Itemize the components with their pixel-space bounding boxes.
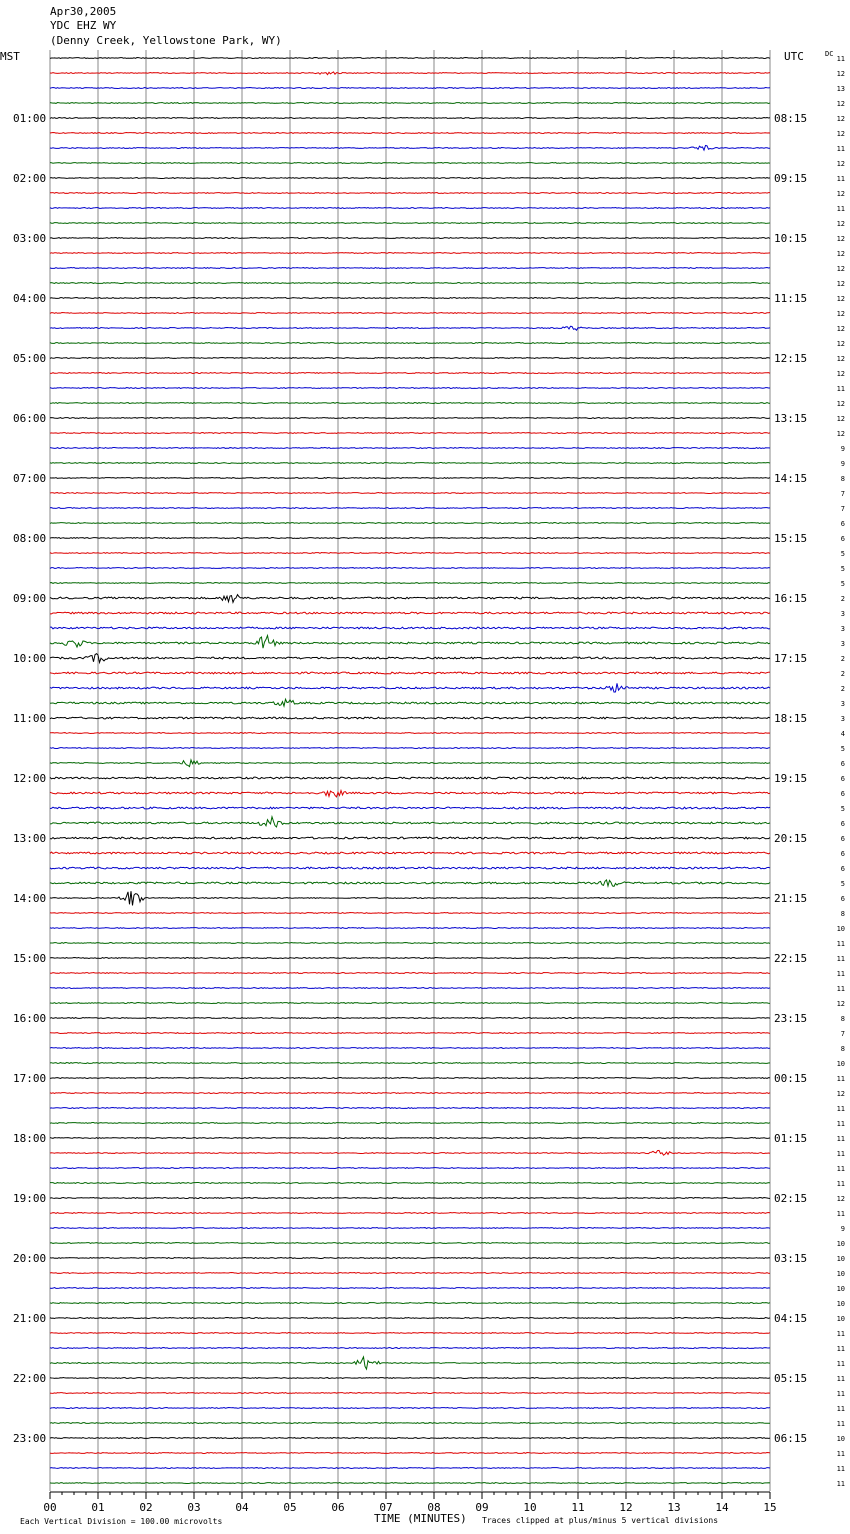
trace-line-75 bbox=[50, 1183, 770, 1184]
mst-label-20: 21:00 bbox=[13, 1312, 47, 1325]
dc-value-48: 6 bbox=[840, 775, 845, 783]
trace-line-61 bbox=[50, 973, 770, 974]
dc-value-65: 7 bbox=[840, 1030, 845, 1038]
mst-label-17: 18:00 bbox=[13, 1132, 47, 1145]
trace-line-86 bbox=[50, 1348, 770, 1349]
dc-value-93: 11 bbox=[836, 1450, 845, 1458]
trace-line-16 bbox=[50, 298, 770, 299]
utc-label-18: 02:15 bbox=[774, 1192, 808, 1205]
x-tick-label-8: 08 bbox=[427, 1501, 441, 1514]
dc-value-39: 3 bbox=[840, 640, 845, 648]
trace-line-45 bbox=[50, 733, 770, 734]
dc-value-38: 3 bbox=[840, 625, 845, 633]
dc-value-91: 11 bbox=[836, 1420, 845, 1428]
trace-line-63 bbox=[50, 1003, 770, 1004]
trace-line-7 bbox=[50, 163, 770, 164]
dc-value-17: 12 bbox=[836, 310, 845, 318]
trace-line-39 bbox=[50, 636, 770, 649]
utc-label-1: 09:15 bbox=[774, 172, 808, 185]
trace-line-30 bbox=[50, 508, 770, 509]
utc-label-3: 11:15 bbox=[774, 292, 808, 305]
trace-line-29 bbox=[50, 493, 770, 494]
mst-label-11: 12:00 bbox=[13, 772, 47, 785]
dc-value-57: 8 bbox=[840, 910, 845, 918]
dc-value-30: 7 bbox=[840, 505, 845, 513]
x-tick-label-2: 02 bbox=[139, 1501, 153, 1514]
x-tick-label-0: 00 bbox=[43, 1501, 57, 1514]
trace-line-51 bbox=[50, 817, 770, 827]
trace-line-17 bbox=[50, 313, 770, 314]
station-location: (Denny Creek, Yellowstone Park, WY) bbox=[50, 34, 282, 47]
left-axis-title: MST bbox=[0, 50, 20, 63]
trace-line-5 bbox=[50, 133, 770, 134]
dc-value-94: 11 bbox=[836, 1465, 845, 1473]
dc-value-72: 11 bbox=[836, 1135, 845, 1143]
mst-label-18: 19:00 bbox=[13, 1192, 47, 1205]
dc-value-63: 12 bbox=[836, 1000, 845, 1008]
utc-label-21: 05:15 bbox=[774, 1372, 808, 1385]
trace-line-60 bbox=[50, 958, 770, 959]
trace-line-56 bbox=[50, 891, 770, 905]
dc-value-92: 10 bbox=[836, 1435, 845, 1443]
trace-line-68 bbox=[50, 1078, 770, 1079]
mst-label-16: 17:00 bbox=[13, 1072, 47, 1085]
trace-line-4 bbox=[50, 118, 770, 119]
utc-label-10: 18:15 bbox=[774, 712, 808, 725]
dc-value-68: 11 bbox=[836, 1075, 845, 1083]
dc-value-70: 11 bbox=[836, 1105, 845, 1113]
mst-label-22: 23:00 bbox=[13, 1432, 47, 1445]
x-tick-label-11: 11 bbox=[571, 1501, 585, 1514]
trace-line-64 bbox=[50, 1018, 770, 1019]
mst-label-7: 08:00 bbox=[13, 532, 47, 545]
mst-label-14: 15:00 bbox=[13, 952, 47, 965]
trace-line-89 bbox=[50, 1393, 770, 1394]
header bbox=[50, 5, 282, 47]
trace-line-2 bbox=[50, 88, 770, 89]
dc-value-56: 6 bbox=[840, 895, 845, 903]
x-tick-label-6: 06 bbox=[331, 1501, 345, 1514]
dc-value-9: 12 bbox=[836, 190, 845, 198]
trace-line-14 bbox=[50, 268, 770, 269]
mst-label-5: 06:00 bbox=[13, 412, 47, 425]
dc-value-77: 11 bbox=[836, 1210, 845, 1218]
record-date: Apr30,2005 bbox=[50, 5, 117, 18]
dc-offset-labels bbox=[837, 55, 845, 1488]
trace-line-50 bbox=[50, 807, 770, 809]
dc-value-59: 11 bbox=[836, 940, 845, 948]
mst-label-0: 01:00 bbox=[13, 112, 47, 125]
dc-value-16: 12 bbox=[836, 295, 845, 303]
dc-value-0: 11 bbox=[836, 55, 845, 63]
utc-label-4: 12:15 bbox=[774, 352, 808, 365]
dc-value-95: 11 bbox=[836, 1480, 845, 1488]
mst-label-2: 03:00 bbox=[13, 232, 47, 245]
utc-hour-labels bbox=[774, 112, 807, 1445]
dc-value-53: 6 bbox=[840, 850, 845, 858]
trace-line-92 bbox=[50, 1438, 770, 1439]
dc-value-49: 6 bbox=[840, 790, 845, 798]
trace-line-47 bbox=[50, 760, 770, 767]
dc-value-26: 9 bbox=[840, 445, 845, 453]
dc-value-7: 12 bbox=[836, 160, 845, 168]
trace-line-15 bbox=[50, 283, 770, 284]
trace-line-28 bbox=[50, 478, 770, 479]
trace-line-72 bbox=[50, 1138, 770, 1139]
trace-line-35 bbox=[50, 583, 770, 584]
trace-line-88 bbox=[50, 1378, 770, 1379]
x-tick-label-4: 04 bbox=[235, 1501, 249, 1514]
dc-value-8: 11 bbox=[836, 175, 845, 183]
dc-value-45: 4 bbox=[840, 730, 845, 738]
dc-value-81: 10 bbox=[836, 1270, 845, 1278]
x-tick-label-13: 13 bbox=[667, 1501, 681, 1514]
utc-label-9: 17:15 bbox=[774, 652, 808, 665]
dc-value-20: 12 bbox=[836, 355, 845, 363]
trace-line-91 bbox=[50, 1423, 770, 1424]
dc-value-40: 2 bbox=[840, 655, 845, 663]
dc-value-90: 11 bbox=[836, 1405, 845, 1413]
dc-value-34: 5 bbox=[840, 565, 845, 573]
mst-hour-labels bbox=[13, 112, 46, 1445]
dc-value-5: 12 bbox=[836, 130, 845, 138]
dc-column-title: DC bbox=[825, 50, 834, 58]
dc-value-28: 8 bbox=[840, 475, 845, 483]
utc-label-2: 10:15 bbox=[774, 232, 808, 245]
dc-value-29: 7 bbox=[840, 490, 845, 498]
clip-note: Traces clipped at plus/minus 5 vertical divisions bbox=[482, 1516, 719, 1525]
trace-line-62 bbox=[50, 988, 770, 989]
utc-label-22: 06:15 bbox=[774, 1432, 808, 1445]
trace-line-27 bbox=[50, 463, 770, 464]
mst-label-1: 02:00 bbox=[13, 172, 47, 185]
mst-label-3: 04:00 bbox=[13, 292, 47, 305]
trace-line-21 bbox=[50, 373, 770, 374]
station-code: YDC EHZ WY bbox=[50, 19, 117, 32]
dc-value-44: 3 bbox=[840, 715, 845, 723]
trace-line-90 bbox=[50, 1408, 770, 1409]
trace-line-34 bbox=[50, 568, 770, 569]
dc-value-75: 11 bbox=[836, 1180, 845, 1188]
dc-value-52: 6 bbox=[840, 835, 845, 843]
trace-line-19 bbox=[50, 343, 770, 344]
dc-value-80: 10 bbox=[836, 1255, 845, 1263]
dc-value-46: 5 bbox=[840, 745, 845, 753]
x-axis bbox=[43, 1492, 776, 1514]
trace-line-58 bbox=[50, 928, 770, 929]
trace-line-87 bbox=[50, 1357, 770, 1369]
x-axis-title: TIME (MINUTES) bbox=[374, 1512, 467, 1525]
utc-label-14: 22:15 bbox=[774, 952, 808, 965]
time-gridlines bbox=[50, 50, 770, 1491]
mst-label-19: 20:00 bbox=[13, 1252, 47, 1265]
trace-line-69 bbox=[50, 1093, 770, 1094]
trace-line-41 bbox=[50, 672, 770, 674]
dc-value-24: 12 bbox=[836, 415, 845, 423]
trace-line-46 bbox=[50, 748, 770, 749]
trace-line-18 bbox=[50, 326, 770, 330]
dc-value-54: 6 bbox=[840, 865, 845, 873]
trace-line-0 bbox=[50, 58, 770, 59]
dc-value-32: 6 bbox=[840, 535, 845, 543]
utc-label-19: 03:15 bbox=[774, 1252, 808, 1265]
trace-line-83 bbox=[50, 1303, 770, 1304]
trace-line-78 bbox=[50, 1228, 770, 1229]
seismic-traces bbox=[50, 58, 770, 1484]
mst-label-9: 10:00 bbox=[13, 652, 47, 665]
trace-line-54 bbox=[50, 867, 770, 869]
trace-line-13 bbox=[50, 253, 770, 254]
trace-line-3 bbox=[50, 103, 770, 104]
x-tick-label-3: 03 bbox=[187, 1501, 201, 1514]
dc-value-31: 6 bbox=[840, 520, 845, 528]
trace-line-44 bbox=[50, 717, 770, 719]
dc-value-62: 11 bbox=[836, 985, 845, 993]
dc-value-41: 2 bbox=[840, 670, 845, 678]
x-tick-label-14: 14 bbox=[715, 1501, 729, 1514]
trace-line-6 bbox=[50, 145, 770, 150]
dc-value-89: 11 bbox=[836, 1390, 845, 1398]
trace-line-25 bbox=[50, 433, 770, 434]
dc-value-11: 12 bbox=[836, 220, 845, 228]
dc-value-85: 11 bbox=[836, 1330, 845, 1338]
trace-line-23 bbox=[50, 403, 770, 404]
mst-label-21: 22:00 bbox=[13, 1372, 47, 1385]
dc-value-25: 12 bbox=[836, 430, 845, 438]
trace-line-9 bbox=[50, 193, 770, 194]
utc-label-15: 23:15 bbox=[774, 1012, 808, 1025]
trace-line-32 bbox=[50, 538, 770, 539]
dc-value-61: 11 bbox=[836, 970, 845, 978]
dc-value-51: 6 bbox=[840, 820, 845, 828]
x-tick-label-12: 12 bbox=[619, 1501, 633, 1514]
dc-value-22: 11 bbox=[836, 385, 845, 393]
trace-line-57 bbox=[50, 913, 770, 914]
utc-label-16: 00:15 bbox=[774, 1072, 808, 1085]
utc-label-20: 04:15 bbox=[774, 1312, 808, 1325]
footer bbox=[20, 1512, 718, 1526]
trace-line-65 bbox=[50, 1033, 770, 1034]
x-tick-label-5: 05 bbox=[283, 1501, 297, 1514]
trace-line-82 bbox=[50, 1288, 770, 1289]
dc-value-10: 11 bbox=[836, 205, 845, 213]
trace-line-66 bbox=[50, 1048, 770, 1049]
trace-line-85 bbox=[50, 1333, 770, 1334]
dc-value-13: 12 bbox=[836, 250, 845, 258]
dc-value-83: 10 bbox=[836, 1300, 845, 1308]
trace-line-33 bbox=[50, 553, 770, 554]
trace-line-84 bbox=[50, 1318, 770, 1319]
trace-line-70 bbox=[50, 1108, 770, 1109]
dc-value-36: 2 bbox=[840, 595, 845, 603]
dc-value-79: 10 bbox=[836, 1240, 845, 1248]
trace-line-49 bbox=[50, 790, 770, 796]
trace-line-80 bbox=[50, 1258, 770, 1259]
trace-line-10 bbox=[50, 208, 770, 209]
utc-label-12: 20:15 bbox=[774, 832, 808, 845]
utc-label-0: 08:15 bbox=[774, 112, 808, 125]
trace-line-38 bbox=[50, 627, 770, 629]
trace-line-93 bbox=[50, 1453, 770, 1454]
trace-line-95 bbox=[50, 1483, 770, 1484]
trace-line-11 bbox=[50, 223, 770, 224]
dc-value-87: 11 bbox=[836, 1360, 845, 1368]
trace-line-59 bbox=[50, 943, 770, 944]
dc-value-35: 5 bbox=[840, 580, 845, 588]
dc-value-2: 13 bbox=[836, 85, 845, 93]
mst-label-12: 13:00 bbox=[13, 832, 47, 845]
trace-line-77 bbox=[50, 1213, 770, 1214]
dc-value-71: 11 bbox=[836, 1120, 845, 1128]
utc-label-5: 13:15 bbox=[774, 412, 808, 425]
dc-value-64: 8 bbox=[840, 1015, 845, 1023]
trace-line-1 bbox=[50, 72, 770, 75]
trace-line-76 bbox=[50, 1198, 770, 1199]
dc-value-88: 11 bbox=[836, 1375, 845, 1383]
dc-value-67: 10 bbox=[836, 1060, 845, 1068]
trace-line-74 bbox=[50, 1168, 770, 1169]
dc-value-3: 12 bbox=[836, 100, 845, 108]
trace-line-79 bbox=[50, 1243, 770, 1244]
trace-line-73 bbox=[50, 1150, 770, 1155]
dc-value-66: 8 bbox=[840, 1045, 845, 1053]
dc-value-82: 10 bbox=[836, 1285, 845, 1293]
trace-line-48 bbox=[50, 777, 770, 779]
trace-line-26 bbox=[50, 448, 770, 449]
trace-line-94 bbox=[50, 1468, 770, 1469]
trace-line-8 bbox=[50, 178, 770, 179]
x-tick-label-15: 15 bbox=[763, 1501, 777, 1514]
utc-label-6: 14:15 bbox=[774, 472, 808, 485]
trace-line-53 bbox=[50, 852, 770, 854]
dc-value-37: 3 bbox=[840, 610, 845, 618]
trace-line-81 bbox=[50, 1273, 770, 1274]
utc-label-7: 15:15 bbox=[774, 532, 808, 545]
trace-line-37 bbox=[50, 612, 770, 614]
utc-label-8: 16:15 bbox=[774, 592, 808, 605]
dc-value-55: 5 bbox=[840, 880, 845, 888]
trace-line-40 bbox=[50, 654, 770, 663]
dc-value-84: 10 bbox=[836, 1315, 845, 1323]
x-tick-label-10: 10 bbox=[523, 1501, 537, 1514]
dc-value-4: 12 bbox=[836, 115, 845, 123]
dc-value-18: 12 bbox=[836, 325, 845, 333]
mst-label-4: 05:00 bbox=[13, 352, 47, 365]
dc-value-86: 11 bbox=[836, 1345, 845, 1353]
dc-value-42: 2 bbox=[840, 685, 845, 693]
trace-line-22 bbox=[50, 388, 770, 389]
trace-line-71 bbox=[50, 1123, 770, 1124]
utc-label-11: 19:15 bbox=[774, 772, 808, 785]
mst-label-15: 16:00 bbox=[13, 1012, 47, 1025]
dc-value-76: 12 bbox=[836, 1195, 845, 1203]
trace-line-42 bbox=[50, 683, 770, 692]
trace-line-36 bbox=[50, 595, 770, 603]
trace-line-20 bbox=[50, 358, 770, 359]
utc-label-13: 21:15 bbox=[774, 892, 808, 905]
mst-label-13: 14:00 bbox=[13, 892, 47, 905]
dc-value-69: 12 bbox=[836, 1090, 845, 1098]
dc-value-50: 5 bbox=[840, 805, 845, 813]
mst-label-6: 07:00 bbox=[13, 472, 47, 485]
right-axis-title: UTC bbox=[784, 50, 804, 63]
dc-value-60: 11 bbox=[836, 955, 845, 963]
scale-note: Each Vertical Division = 100.00 microvolts bbox=[20, 1517, 223, 1526]
dc-value-74: 11 bbox=[836, 1165, 845, 1173]
dc-value-23: 12 bbox=[836, 400, 845, 408]
dc-value-15: 12 bbox=[836, 280, 845, 288]
dc-value-19: 12 bbox=[836, 340, 845, 348]
dc-value-21: 12 bbox=[836, 370, 845, 378]
trace-line-52 bbox=[50, 837, 770, 839]
trace-line-12 bbox=[50, 238, 770, 239]
dc-value-6: 11 bbox=[836, 145, 845, 153]
dc-value-73: 11 bbox=[836, 1150, 845, 1158]
dc-value-1: 12 bbox=[836, 70, 845, 78]
x-tick-label-9: 09 bbox=[475, 1501, 489, 1514]
trace-line-31 bbox=[50, 523, 770, 524]
mst-label-8: 09:00 bbox=[13, 592, 47, 605]
dc-value-78: 9 bbox=[840, 1225, 845, 1233]
utc-label-17: 01:15 bbox=[774, 1132, 808, 1145]
x-tick-label-1: 01 bbox=[91, 1501, 105, 1514]
dc-value-43: 3 bbox=[840, 700, 845, 708]
dc-value-27: 9 bbox=[840, 460, 845, 468]
dc-value-12: 12 bbox=[836, 235, 845, 243]
dc-value-47: 6 bbox=[840, 760, 845, 768]
dc-value-33: 5 bbox=[840, 550, 845, 558]
dc-value-58: 10 bbox=[836, 925, 845, 933]
dc-value-14: 12 bbox=[836, 265, 845, 273]
trace-line-24 bbox=[50, 418, 770, 419]
mst-label-10: 11:00 bbox=[13, 712, 47, 725]
x-tick-label-7: 07 bbox=[379, 1501, 393, 1514]
trace-line-43 bbox=[50, 699, 770, 706]
trace-line-55 bbox=[50, 880, 770, 886]
trace-line-67 bbox=[50, 1063, 770, 1064]
